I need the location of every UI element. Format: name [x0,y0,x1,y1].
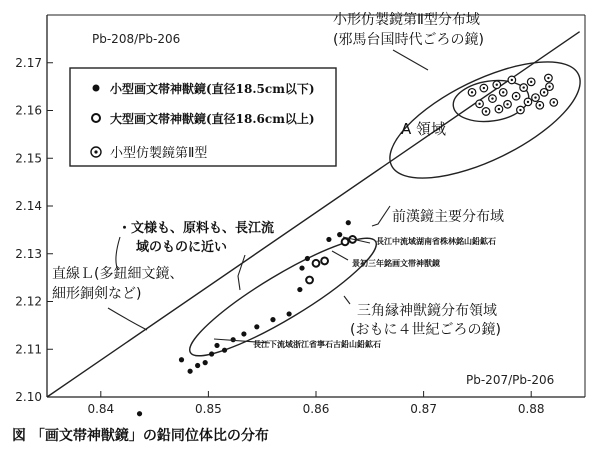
point-small-gabuntai [287,311,292,316]
point-bosei-mirror-center [506,103,508,105]
point-large-gabuntai [313,260,320,267]
point-bosei-mirror-center [543,91,545,93]
point-bosei-mirror-center [534,96,536,98]
x-tick-group [87,391,544,416]
x-tick-label: 0.84 [87,402,115,416]
point-small-gabuntai [188,369,193,374]
point-small-gabuntai [137,411,142,416]
y-tick-label: 2.14 [15,199,42,213]
y-tick-label: 2.16 [15,103,42,118]
x-tick-label: 0.86 [302,402,330,416]
point-small-gabuntai [203,360,208,365]
point-small-gabuntai [326,237,331,242]
point-bosei-mirror-center [553,101,555,103]
point-large-gabuntai [321,258,328,265]
point-bosei-mirror-center [483,87,485,89]
point-bosei-mirror-center [515,95,517,97]
y-tick-label: 2.15 [15,151,42,166]
point-small-gabuntai [305,256,310,261]
point-bosei-mirror-center [478,103,480,105]
point-bosei-mirror-center [522,86,524,88]
point-bosei-mirror-center [539,104,541,106]
point-bosei-mirror-center [485,110,487,112]
point-small-gabuntai [337,232,342,237]
label-sankaku-region: 三角縁神獣鏡分布領域 (おもに４世紀ごろの鏡) [350,303,501,338]
point-bosei-mirror-center [547,77,549,79]
point-large-gabuntai [306,277,313,284]
point-bosei-mirror-center [498,108,500,110]
figure-caption: 図 「画文帯神獣鏡」の鉛同位体比の分布 [12,428,269,444]
point-small-gabuntai [222,348,227,353]
legend [70,68,336,166]
point-small-gabuntai [346,220,351,225]
point-bosei-mirror-center [519,109,521,111]
y-tick-label: 2.12 [15,294,42,309]
point-small-gabuntai [270,317,275,322]
x-tick-label: 0.88 [517,402,545,416]
point-small-gabuntai [209,351,214,356]
point-small-gabuntai [299,265,304,270]
x-axis-label: Pb-207/Pb-206 [466,373,555,387]
y-tick-label: 2.11 [15,342,42,357]
legend-label-dotcircle: 小型仿製鏡第Ⅱ型 [110,146,208,161]
y-tick-label: 2.13 [15,246,42,261]
point-small-gabuntai [254,324,259,329]
legend-marker-filled [93,85,100,92]
point-bosei-mirror-center [496,84,498,86]
label-region-a: A 領域 [401,120,447,138]
point-small-gabuntai [195,363,200,368]
legend-marker-open [92,114,100,122]
y-tick-label: 2.17 [15,55,42,70]
x-tick-label: 0.85 [195,402,222,416]
label-zenkan-region: 前漢鏡主要分布域 [392,209,504,225]
point-small-gabuntai [297,287,302,292]
point-small-gabuntai [179,357,184,362]
point-large-gabuntai [342,238,349,245]
point-small-gabuntai [214,343,219,348]
label-line-l: 直線Ｌ(多鈕細文鏡、 細形銅剣など) [52,266,184,302]
y-axis-label: Pb-208/Pb-206 [92,32,181,46]
annotation-yangtze-origin: ・文様も、原料も、長江流 域のものに近い [118,221,275,255]
point-bosei-mirror-center [548,85,550,87]
annotation-keisho-mirror: 景初三年銘画文帯神獣鏡 [352,258,440,268]
point-bosei-mirror-center [502,91,504,93]
point-bosei-mirror-center [527,101,529,103]
legend-marker-dotcircle-center [94,150,97,153]
point-bosei-mirror-center [530,81,532,83]
annotation-hunan-ore: 長江中流域湖南省株林銘山鉛鉱石 [376,236,496,246]
legend-label-filled: 小型画文帯神獣鏡(直径18.5cm以下) [110,82,315,96]
annotation-zhejiang-ore: 長江下流域浙江省寧石古鉛山鉛鉱石 [253,339,381,349]
point-bosei-mirror-center [511,79,513,81]
point-small-gabuntai [241,331,246,336]
point-bosei-mirror-center [491,97,493,99]
label-small-mirror-region: 小形仿製鏡第Ⅱ型分布域 (邪馬台国時代ごろの鏡) [333,12,484,48]
legend-label-open: 大型画文帯神獣鏡(直径18.6cm以上) [110,112,315,126]
x-tick-label: 0.87 [410,402,437,416]
point-bosei-mirror-center [471,91,473,93]
y-tick-label: 2.10 [15,390,42,404]
